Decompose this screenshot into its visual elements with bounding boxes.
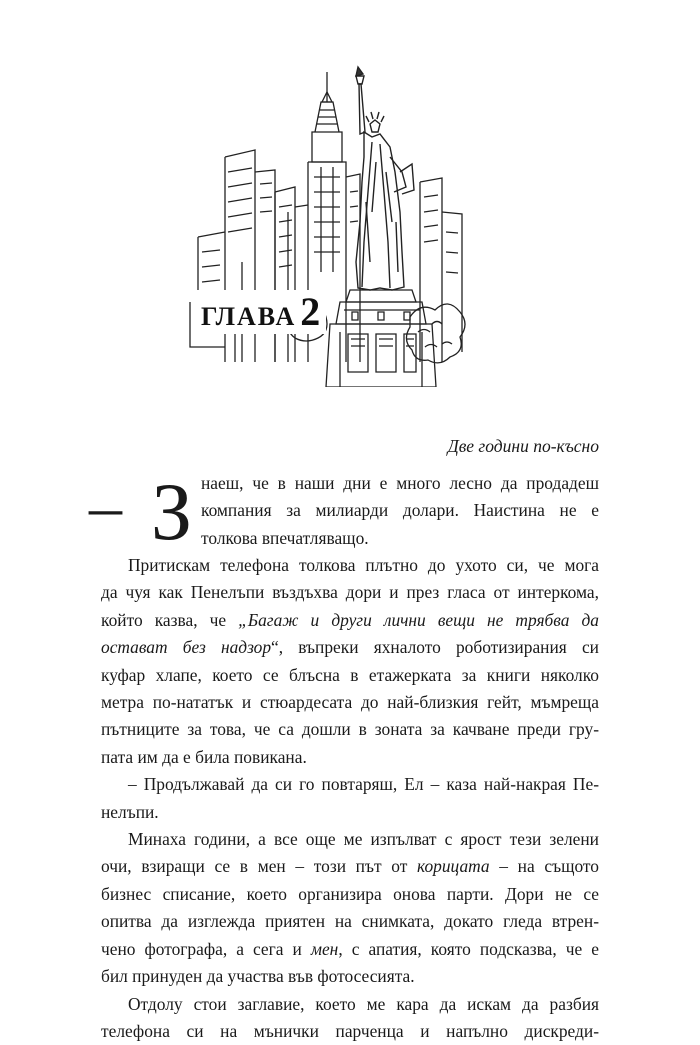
paragraph-3 (101, 771, 599, 826)
right-buildings (420, 178, 462, 362)
text-line: Минаха години, а все още ме изпълват с ярост тези зелени (101, 826, 599, 853)
body-text (101, 470, 599, 1045)
text-line: пата им да е била повикана. (101, 744, 599, 771)
paragraph-2 (101, 552, 599, 771)
statue-of-liberty (356, 67, 414, 290)
text-line: пътниците за това, че са дошли в зоната за качване преди гру- (101, 716, 599, 743)
opening-paragraph (101, 470, 599, 552)
text-line: бил принуден да участва във фотосесията. (101, 963, 599, 990)
chapter-label: ГЛАВА (201, 302, 296, 331)
text-line: да чуя как Пенелъпи въздъхва дори и през гласа от интеркома, (101, 579, 599, 606)
text-line: който казва, че „Багаж и други лични вещи не трябва да (101, 607, 599, 634)
dialogue-dash: – (89, 474, 122, 540)
text-line: остават без надзор“, въпреки яхналото роботизирания си (101, 634, 599, 661)
text-line: метра по-нататък и стюардесата до най-близкия гейт, мъмреща (101, 689, 599, 716)
paragraph-4 (101, 826, 599, 990)
text-line: опитва да изглежда приятен на снимката, докато гледа втрен- (101, 908, 599, 935)
text-line: очи, взиращи се в мен – този път от корицата – на същото (101, 853, 599, 880)
text-line: бизнес списание, което организира онова парти. Дори не се (101, 881, 599, 908)
text-line: Отдолу стои заглавие, което ме кара да искам да разбия (101, 991, 599, 1018)
text-line: чено фотографа, а сега и мен, с апатия, която подсказва, че е (101, 936, 599, 963)
paragraph-5 (101, 991, 599, 1045)
text-line: – Продължавай да си го повтаряш, Ел – каза най-накрая Пе- (101, 771, 599, 798)
chapter-illustration-skyline (180, 62, 470, 387)
opening-line: толкова впечатляващо. (201, 525, 599, 552)
text-line: нелъпи. (101, 799, 599, 826)
drop-cap: З (151, 472, 192, 552)
epigraph: Две години по-късно (448, 436, 599, 457)
text-line: Притискам телефона толкова плътно до ухото си, че мога (101, 552, 599, 579)
chapter-heading (197, 290, 326, 334)
text-line: куфар хлапе, което се блъсна в етажерката за книги няколко (101, 662, 599, 689)
chapter-number: 2 (300, 289, 320, 334)
text-line: телефона си на мънички парченца и напълно дискреди- (101, 1018, 599, 1045)
opening-line: наеш, че в наши дни е много лесно да продадеш (201, 470, 599, 497)
opening-line: компания за милиарди долари. Наистина не е (201, 497, 599, 524)
